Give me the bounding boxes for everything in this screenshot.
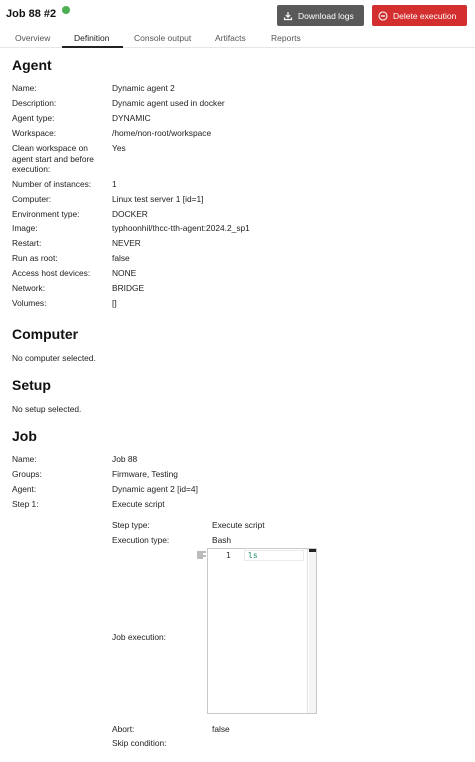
job-agent-value: Dynamic agent 2 [id=4] (112, 484, 198, 494)
agent-name-value: Dynamic agent 2 (112, 83, 175, 93)
step-1-value: Execute script (112, 499, 165, 509)
run-as-root-value: false (112, 253, 130, 263)
network-value: BRIDGE (112, 283, 145, 293)
restart-value: NEVER (112, 238, 141, 248)
abort-value: false (212, 724, 230, 734)
agent-workspace-label: Workspace: (12, 128, 57, 138)
delete-execution-label: Delete execution (393, 10, 457, 21)
step-type-label: Step type: (112, 520, 150, 530)
agent-workspace-value: /home/non-root/workspace (112, 128, 212, 138)
agent-type-label: Agent type: (12, 113, 55, 123)
tab-reports[interactable]: Reports (271, 33, 301, 43)
image-value: typhoonhil/thcc-tth-agent:2024.2_sp1 (112, 223, 250, 233)
agent-description-value: Dynamic agent used in docker (112, 98, 225, 108)
fold-lines-icon[interactable] (197, 551, 206, 559)
job-name-value: Job 88 (112, 454, 138, 464)
script-editor[interactable] (207, 548, 317, 714)
instances-value: 1 (112, 179, 117, 189)
remove-circle-icon (378, 11, 388, 21)
computer-label: Computer: (12, 194, 52, 204)
job-execution-label: Job execution: (112, 632, 167, 642)
code-line[interactable]: ls (248, 551, 258, 560)
job-name-label: Name: (12, 454, 37, 464)
abort-label: Abort: (112, 724, 135, 734)
volumes-label: Volumes: (12, 298, 47, 308)
download-logs-label: Download logs (298, 10, 354, 21)
status-indicator (62, 6, 70, 14)
page-title: Job 88 #2 (6, 8, 57, 20)
job-agent-label: Agent: (12, 484, 37, 494)
tab-console-output[interactable]: Console output (134, 33, 192, 43)
line-number: 1 (226, 551, 231, 560)
step-1-label: Step 1: (12, 499, 39, 509)
execution-type-value: Bash (212, 535, 232, 545)
access-host-devices-value: NONE (112, 268, 137, 278)
computer-heading: Computer (12, 326, 79, 342)
tab-definition[interactable]: Definition (74, 33, 110, 43)
run-as-root-label: Run as root: (12, 253, 58, 263)
tab-overview[interactable]: Overview (15, 33, 51, 43)
restart-label: Restart: (12, 238, 42, 248)
tab-artifacts[interactable]: Artifacts (215, 33, 246, 43)
editor-scrollbar[interactable] (309, 549, 316, 713)
instances-label: Number of instances: (12, 179, 92, 189)
job-groups-label: Groups: (12, 469, 42, 479)
top-bar (0, 0, 475, 30)
clean-workspace-value: Yes (112, 143, 126, 153)
agent-heading: Agent (12, 57, 52, 73)
setup-heading: Setup (12, 377, 51, 393)
agent-description-label: Description: (12, 98, 57, 108)
step-type-value: Execute script (212, 520, 265, 530)
agent-name-label: Name: (12, 83, 37, 93)
tab-bar (0, 30, 475, 48)
execution-type-label: Execution type: (112, 535, 170, 545)
no-computer-message: No computer selected. (12, 353, 96, 363)
no-setup-message: No setup selected. (12, 404, 82, 414)
job-groups-value: Firmware, Testing (112, 469, 178, 479)
access-host-devices-label: Access host devices: (12, 268, 91, 278)
agent-type-value: DYNAMIC (112, 113, 151, 123)
editor-content[interactable] (208, 549, 308, 713)
active-tab-indicator (62, 46, 123, 48)
delete-execution-button[interactable] (372, 5, 467, 26)
environment-type-value: DOCKER (112, 209, 148, 219)
skip-condition-label: Skip condition: (112, 738, 167, 748)
environment-type-label: Environment type: (12, 209, 80, 219)
job-heading: Job (12, 428, 37, 444)
editor-scroll-thumb[interactable] (309, 549, 316, 552)
image-label: Image: (12, 223, 38, 233)
download-logs-button[interactable] (277, 5, 364, 26)
clean-workspace-label: Clean workspace on agent start and before execution: (12, 143, 94, 174)
computer-value: Linux test server 1 [id=1] (112, 194, 204, 204)
download-icon (283, 11, 293, 21)
network-label: Network: (12, 283, 46, 293)
volumes-value: [] (112, 298, 117, 308)
